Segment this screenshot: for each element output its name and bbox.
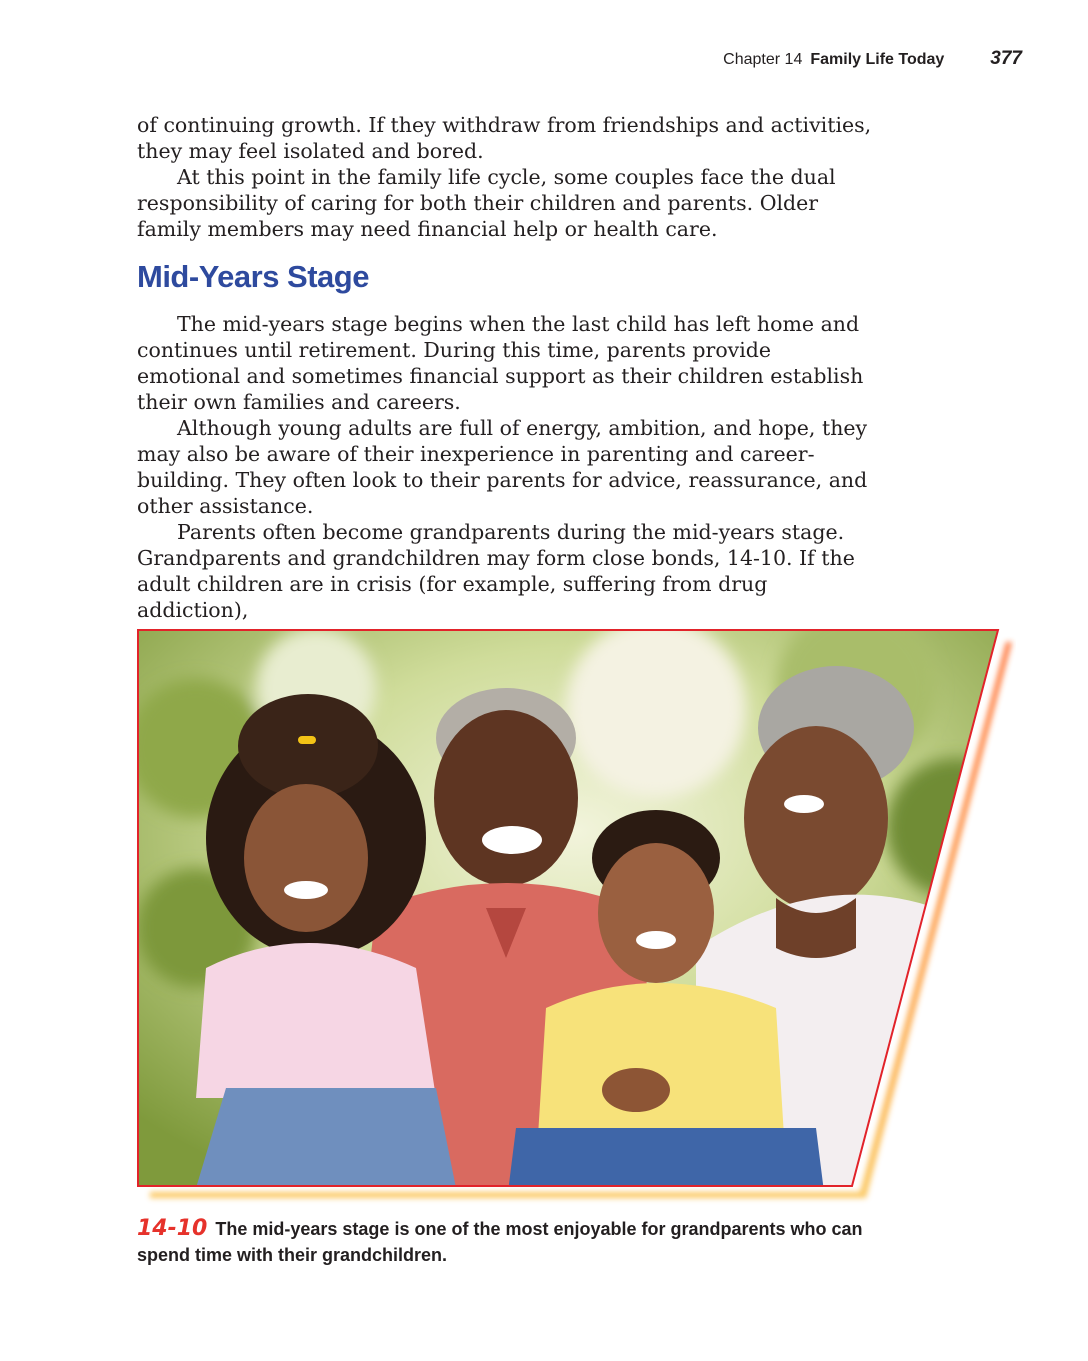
figure-family-photo <box>136 628 1016 1208</box>
paragraph-grandparents: Parents often become grandparents during the mid-years stage. Grandparents and grandchildren may form close bonds, 14-10. If the adult children are in crisis (for example, suffering from drug addiction), <box>137 520 855 622</box>
text-block-mid-years <box>137 311 877 623</box>
chapter-title: Family Life Today <box>810 51 945 68</box>
running-header <box>723 48 1022 70</box>
figure-number: 14-10 <box>137 1216 208 1241</box>
paragraph-continuation: of continuing growth. If they withdraw from friendships and activities, they may feel isolated and bored. <box>137 113 872 163</box>
paragraph-mid-years-intro: The mid-years stage begins when the last child has left home and continues until retirement. During this time, parents provide emotional and sometimes financial support as their children establish their own families and careers. <box>137 312 864 414</box>
family-photo-illustration <box>136 628 1016 1208</box>
paragraph-young-adults: Although young adults are full of energy, ambition, and hope, they may also be aware of their inexperience in parenting and career-building. They often look to their parents for advice, reassurance, and other assistance. <box>137 416 868 518</box>
chapter-label: Chapter 14 <box>723 51 803 68</box>
text-block-top <box>137 112 877 242</box>
page-number: 377 <box>990 48 1022 69</box>
section-heading: Mid-Years Stage <box>137 259 369 294</box>
figure-caption-text: The mid-years stage is one of the most enjoyable for grandparents who can spend time with their grandchildren. <box>137 1219 863 1265</box>
figure-caption <box>137 1216 877 1268</box>
paragraph-dual-responsibility: At this point in the family life cycle, some couples face the dual responsibility of caring for both their children and parents. Older family members may need financial help or health care. <box>137 165 836 241</box>
